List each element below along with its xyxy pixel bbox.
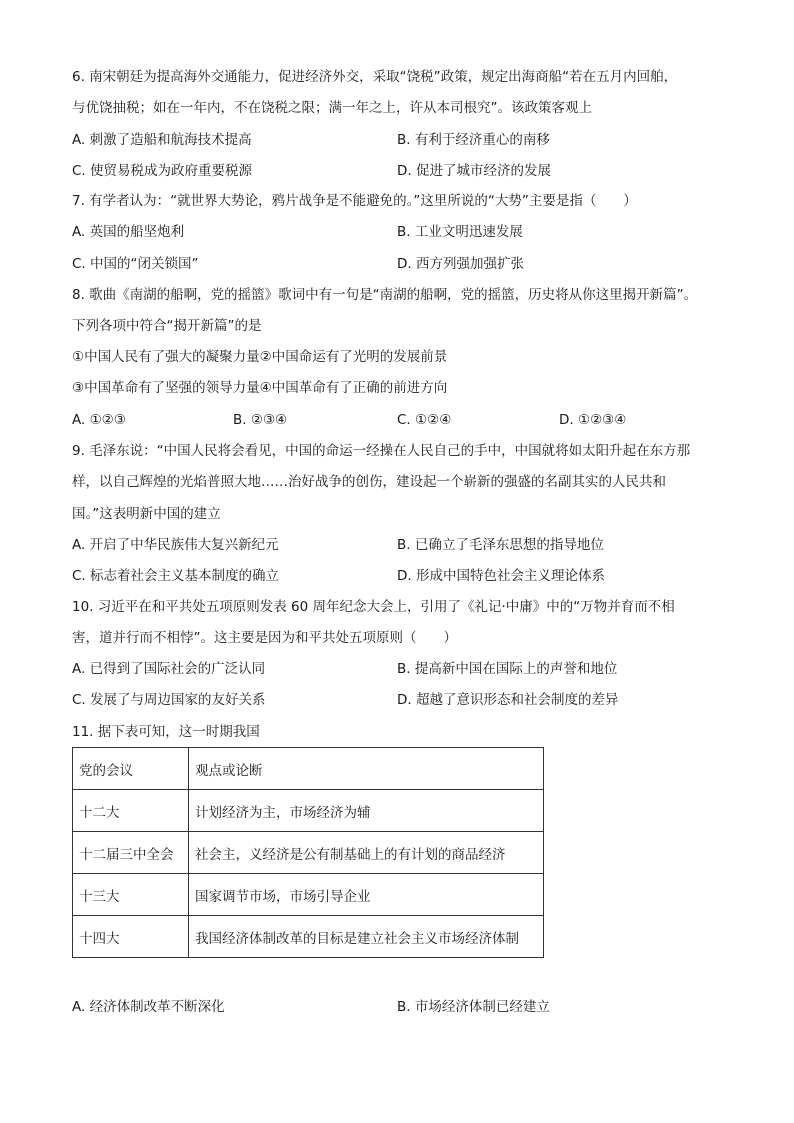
q8-statement-line-1: ①中国人民有了强大的凝聚力量②中国命运有了光明的发展前景 <box>72 349 448 365</box>
q8-option-b[interactable]: B. ②③④ <box>233 412 288 428</box>
q7-option-d[interactable]: D. 西方列强加强扩张 <box>397 256 524 272</box>
q9-option-a[interactable]: A. 开启了中华民族伟大复兴新纪元 <box>72 537 279 553</box>
q7-option-b[interactable]: B. 工业文明迅速发展 <box>397 224 523 240</box>
q10-stem-line-2: 害，道并行而不相悖”。这主要是因为和平共处五项原则（ ） <box>72 630 457 646</box>
q7-stem-line-1: 7. 有学者认为：“就世界大势论，鸦片战争是不能避免的。”这里所说的“大势”主要是指（ ） <box>72 193 637 209</box>
q9-option-c[interactable]: C. 标志着社会主义基本制度的确立 <box>72 568 280 584</box>
table-cell-view: 社会主，义经济是公有制基础上的有计划的商品经济 <box>189 832 544 874</box>
q9-stem-line-2: 样，以自己辉煌的光焰普照大地……治好战争的创伤，建设起一个崭新的强盛的名副其实的人民共和 <box>72 474 666 490</box>
q11-option-b[interactable]: B. 市场经济体制已经建立 <box>397 999 550 1015</box>
q8-stem-line-1: 8. 歌曲《南湖的船啊，党的摇篮》歌词中有一句是“南湖的船啊，党的摇篮，历史将从你这里揭开新篇”。 <box>72 287 698 303</box>
q10-stem-line-1: 10. 习近平在和平共处五项原则发表 60 周年纪念大会上，引用了《礼记·中庸》中的“万物并育而不相 <box>72 599 675 615</box>
q6-option-a[interactable]: A. 刺激了造船和航海技术提高 <box>72 132 252 148</box>
q8-statement-line-2: ③中国革命有了坚强的领导力量④中国革命有了正确的前进方向 <box>72 380 448 396</box>
table-cell-view: 我国经济体制改革的目标是建立社会主义市场经济体制 <box>189 916 544 958</box>
table-cell-view: 计划经济为主，市场经济为辅 <box>189 790 544 832</box>
q11-option-a[interactable]: A. 经济体制改革不断深化 <box>72 999 225 1015</box>
table-header-meeting: 党的会议 <box>73 748 189 790</box>
q8-stem-line-2: 下列各项中符合“揭开新篇”的是 <box>72 318 262 334</box>
table-cell-meeting: 十三大 <box>73 874 189 916</box>
q10-option-d[interactable]: D. 超越了意识形态和社会制度的差异 <box>397 692 619 708</box>
q6-option-b[interactable]: B. 有利于经济重心的南移 <box>397 132 550 148</box>
q9-option-d[interactable]: D. 形成中国特色社会主义理论体系 <box>397 568 605 584</box>
meetings-table <box>72 747 544 958</box>
q9-stem-line-3: 国。”这表明新中国的建立 <box>72 506 221 522</box>
q6-stem-line-2: 与优饶抽税；如在一年内，不在饶税之限；满一年之上，许从本司根究”。该政策客观上 <box>72 100 592 116</box>
table-header-row <box>73 748 544 790</box>
q10-option-b[interactable]: B. 提高新中国在国际上的声誉和地位 <box>397 661 618 677</box>
table-row <box>73 790 544 832</box>
q8-option-c[interactable]: C. ①②④ <box>397 412 452 428</box>
q7-option-a[interactable]: A. 英国的船坚炮利 <box>72 224 185 240</box>
table-row <box>73 916 544 958</box>
q7-option-c[interactable]: C. 中国的“闭关锁国” <box>72 256 199 272</box>
q11-stem-line-1: 11. 据下表可知，这一时期我国 <box>72 724 260 740</box>
q6-stem-line-1: 6. 南宋朝廷为提高海外交通能力，促进经济外交，采取“饶税”政策，规定出海商船“若在五月内回舶， <box>72 69 678 85</box>
q9-stem-line-1: 9. 毛泽东说：“中国人民将会看见，中国的命运一经操在人民自己的手中，中国就将如太阳升起在东方那 <box>72 443 691 459</box>
table-cell-meeting: 十四大 <box>73 916 189 958</box>
q9-option-b[interactable]: B. 已确立了毛泽东思想的指导地位 <box>397 537 604 553</box>
q10-option-c[interactable]: C. 发展了与周边国家的友好关系 <box>72 692 266 708</box>
q6-option-d[interactable]: D. 促进了城市经济的发展 <box>397 163 551 179</box>
table-row <box>73 874 544 916</box>
q10-option-a[interactable]: A. 已得到了国际社会的广泛认同 <box>72 661 266 677</box>
table-header-view: 观点或论断 <box>189 748 544 790</box>
q8-option-a[interactable]: A. ①②③ <box>72 412 126 428</box>
q6-option-c[interactable]: C. 使贸易税成为政府重要税源 <box>72 163 253 179</box>
table-cell-meeting: 十二大 <box>73 790 189 832</box>
table-row <box>73 832 544 874</box>
q8-option-d[interactable]: D. ①②③④ <box>559 412 627 428</box>
table-cell-view: 国家调节市场，市场引导企业 <box>189 874 544 916</box>
table-cell-meeting: 十二届三中全会 <box>73 832 189 874</box>
